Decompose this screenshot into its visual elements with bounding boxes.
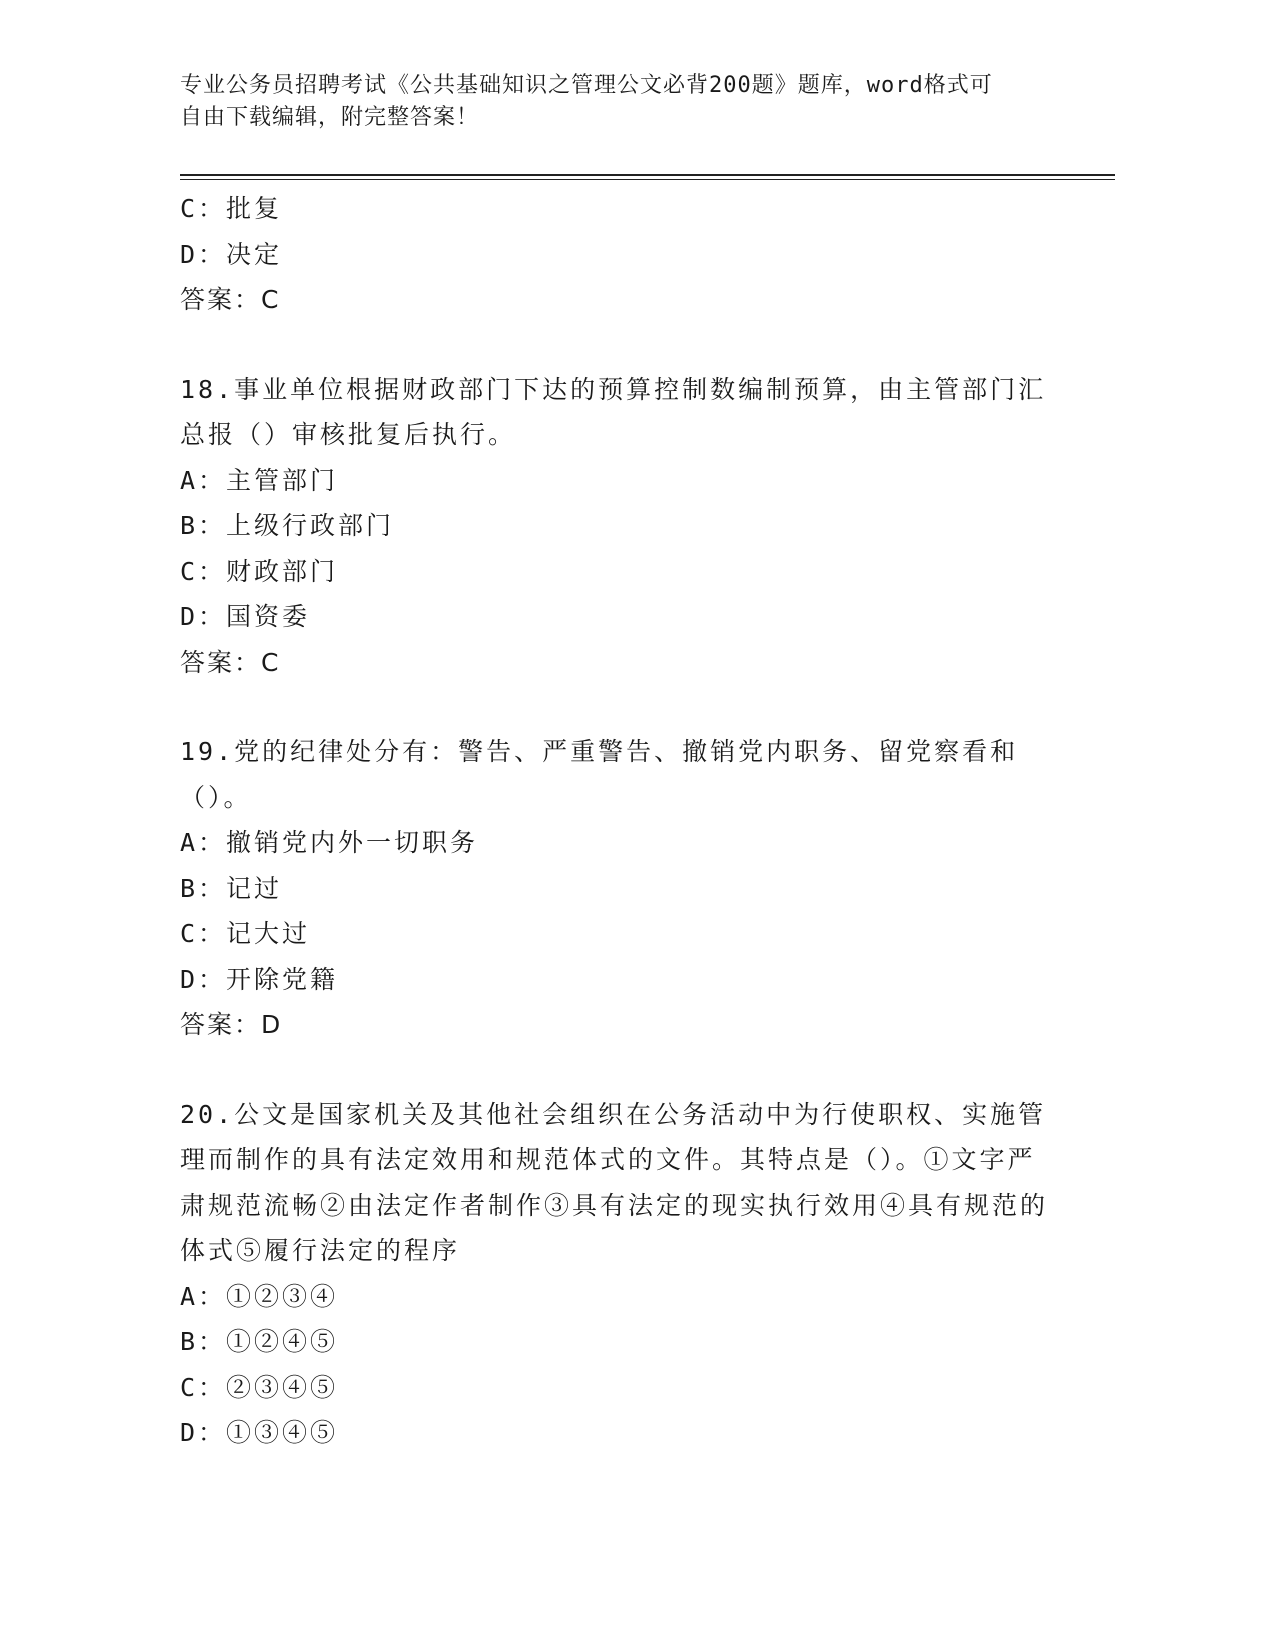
page-header [180, 70, 1060, 134]
spacer [180, 685, 1080, 729]
question-list [180, 186, 1080, 1456]
header-title-line-2: 自由下载编辑，附完整答案！ [180, 105, 480, 130]
option-b: B：①②④⑤ [180, 1327, 339, 1356]
option-b: B：上级行政部门 [180, 511, 395, 540]
answer: 答案：C [180, 647, 281, 677]
option-d: D：国资委 [180, 602, 311, 631]
question-17 [180, 186, 1080, 323]
spacer [180, 1048, 1080, 1092]
option-c: C：记大过 [180, 919, 311, 948]
option-d: D：决定 [180, 239, 283, 269]
question-stem: 18.事业单位根据财政部门下达的预算控制数编制预算，由主管部门汇总报（）审核批复后执行。 [180, 374, 1047, 449]
question-stem: 19.党的纪律处分有：警告、严重警告、撤销党内职务、留党察看和（）。 [180, 737, 1019, 812]
question-19 [180, 729, 1080, 1048]
option-c: C：②③④⑤ [180, 1372, 339, 1402]
spacer [180, 323, 1080, 367]
header-title-line-1: 专业公务员招聘考试《公共基础知识之管理公文必背200题》题库，word格式可 [180, 73, 993, 98]
question-stem: 20.公文是国家机关及其他社会组织在公务活动中为行使职权、实施管理而制作的具有法定效用和规范体式的文件。其特点是（）。①文字严肃规范流畅②由法定作者制作③具有法定的现实执行效用④具有规范的体式⑤履行法定的程序 [180, 1099, 1049, 1265]
header-divider-thick [180, 174, 1115, 176]
question-18 [180, 367, 1080, 686]
answer: 答案：D [180, 1010, 283, 1039]
option-d: D：开除党籍 [180, 964, 339, 994]
option-d: D：①③④⑤ [180, 1418, 339, 1447]
option-a: A：主管部门 [180, 465, 339, 495]
option-c: C：批复 [180, 194, 283, 223]
answer: 答案：C [180, 285, 281, 314]
option-a: A：①②③④ [180, 1281, 339, 1311]
header-divider-thin [180, 179, 1115, 180]
option-b: B：记过 [180, 873, 283, 903]
question-20 [180, 1092, 1080, 1456]
option-c: C：财政部门 [180, 556, 339, 586]
option-a: A：撤销党内外一切职务 [180, 828, 479, 857]
